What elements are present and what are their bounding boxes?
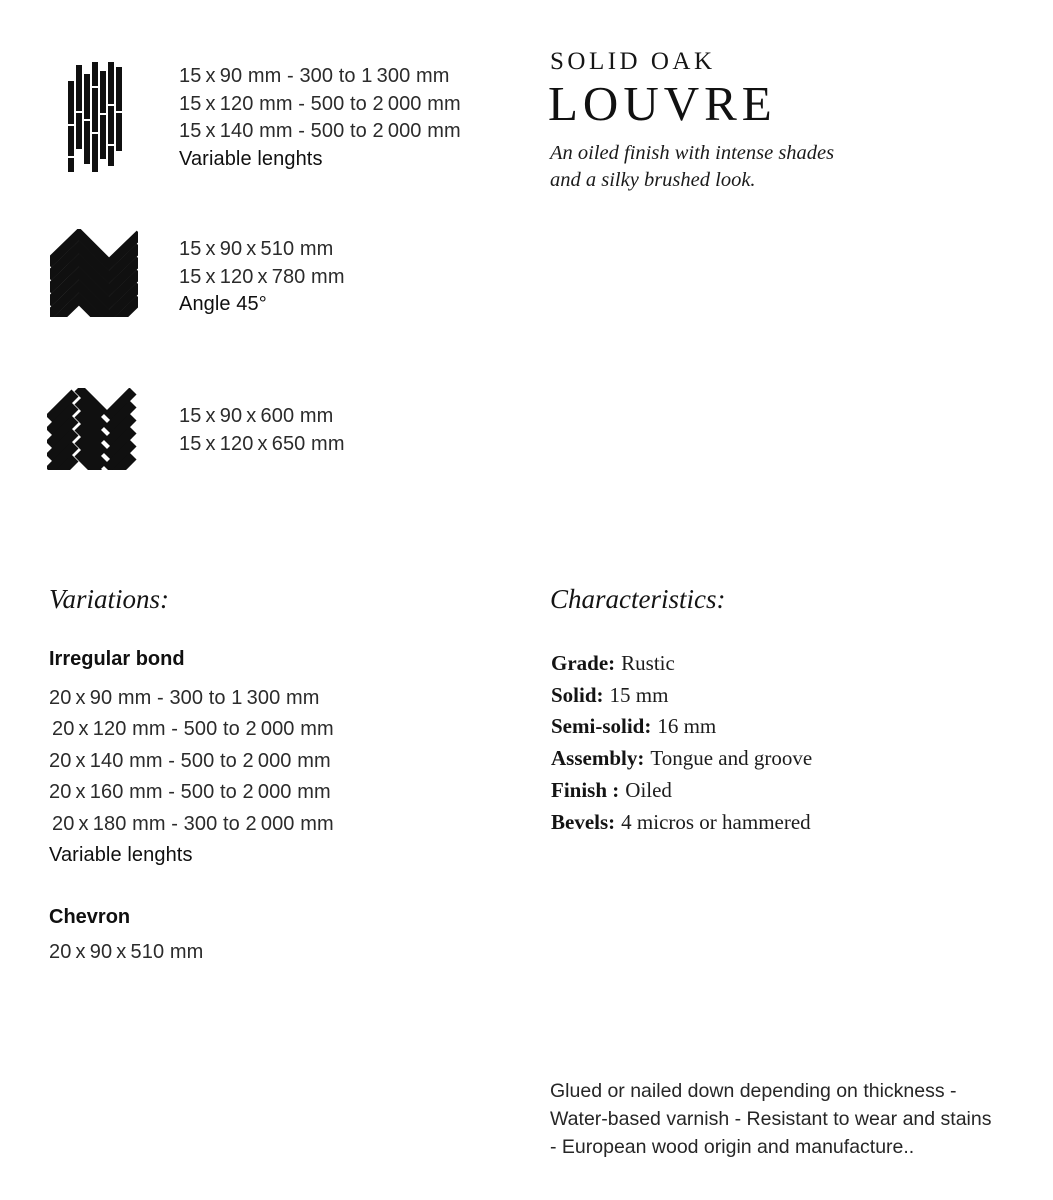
characteristic-value: Rustic xyxy=(621,651,675,675)
dimension-line: 20 x 180 mm - 300 to 2 000 mm xyxy=(52,812,334,835)
herringbone-pattern-icon xyxy=(47,388,137,475)
irregular-bond-pattern-icon xyxy=(68,62,122,177)
tagline-line: An oiled finish with intense shades xyxy=(550,142,835,164)
dimension-line: 20 x 90 x 510 mm xyxy=(49,941,204,963)
characteristic-label: Semi-solid: xyxy=(551,714,652,739)
product-kicker: SOLID OAK xyxy=(550,48,716,75)
variation-note: Variable lenghts xyxy=(49,844,193,867)
characteristic-row xyxy=(551,648,812,680)
characteristic-value: Tongue and groove xyxy=(650,746,813,771)
variation-group-name: Chevron xyxy=(49,906,131,928)
characteristic-label: Solid: xyxy=(551,682,604,707)
characteristic-row xyxy=(551,711,812,743)
installation-notes xyxy=(550,1077,991,1162)
characteristic-row xyxy=(551,680,812,712)
dimension-line: 20 x 120 mm - 500 to 2 000 mm xyxy=(52,718,334,741)
dimension-line: 15 x 90 x 510 mm xyxy=(179,238,334,260)
characteristic-label: Assembly: xyxy=(551,746,645,771)
variations-heading: Variations: xyxy=(49,584,170,614)
format-chevron-specs xyxy=(179,236,345,319)
dimension-line: 20 x 140 mm - 500 to 2 000 mm xyxy=(49,749,331,772)
tagline-line: and a silky brushed look. xyxy=(550,168,756,191)
installation-notes-line: Water-based varnish - Resistant to wear and stains xyxy=(550,1108,992,1131)
characteristics-heading: Characteristics: xyxy=(550,584,726,614)
characteristic-row xyxy=(551,807,812,839)
dimension-line: 15 x 140 mm - 500 to 2 000 mm xyxy=(179,120,461,142)
installation-notes-line: - European wood origin and manufacture.. xyxy=(550,1136,915,1159)
characteristic-value: 16 mm xyxy=(657,714,717,739)
format-irregular-bond-specs xyxy=(179,63,461,173)
characteristic-row xyxy=(551,743,812,775)
variation-group-lines xyxy=(49,683,334,871)
characteristic-label: Grade: xyxy=(551,651,616,675)
dimension-line: 20 x 90 mm - 300 to 1 300 mm xyxy=(49,687,320,709)
dimension-line: 15 x 120 x 650 mm xyxy=(179,432,345,455)
characteristic-value: Oiled xyxy=(625,777,672,802)
installation-notes-line: Glued or nailed down depending on thickness - xyxy=(550,1080,957,1102)
format-note: Angle 45° xyxy=(179,293,267,315)
variation-group-lines xyxy=(49,937,203,968)
characteristic-value: 15 mm xyxy=(609,682,669,707)
dimension-line: 15 x 120 x 780 mm xyxy=(179,265,345,288)
dimension-line: 15 x 120 mm - 500 to 2 000 mm xyxy=(179,92,461,115)
characteristic-value: 4 micros or hammered xyxy=(621,809,811,834)
dimension-line: 15 x 90 mm - 300 to 1 300 mm xyxy=(179,65,450,87)
dimension-line: 15 x 90 x 600 mm xyxy=(179,405,334,427)
characteristic-label: Bevels: xyxy=(551,809,616,834)
variation-group-name: Irregular bond xyxy=(49,648,185,670)
format-note: Variable lenghts xyxy=(179,147,323,170)
chevron-pattern-icon xyxy=(50,229,138,322)
characteristic-row xyxy=(551,775,812,807)
characteristics-list xyxy=(551,648,812,838)
dimension-line: 20 x 160 mm - 500 to 2 000 mm xyxy=(49,781,331,804)
product-tagline xyxy=(550,140,834,193)
product-title: LOUVRE xyxy=(548,76,777,131)
characteristic-label: Finish : xyxy=(551,777,620,802)
format-herringbone-specs xyxy=(179,403,345,458)
